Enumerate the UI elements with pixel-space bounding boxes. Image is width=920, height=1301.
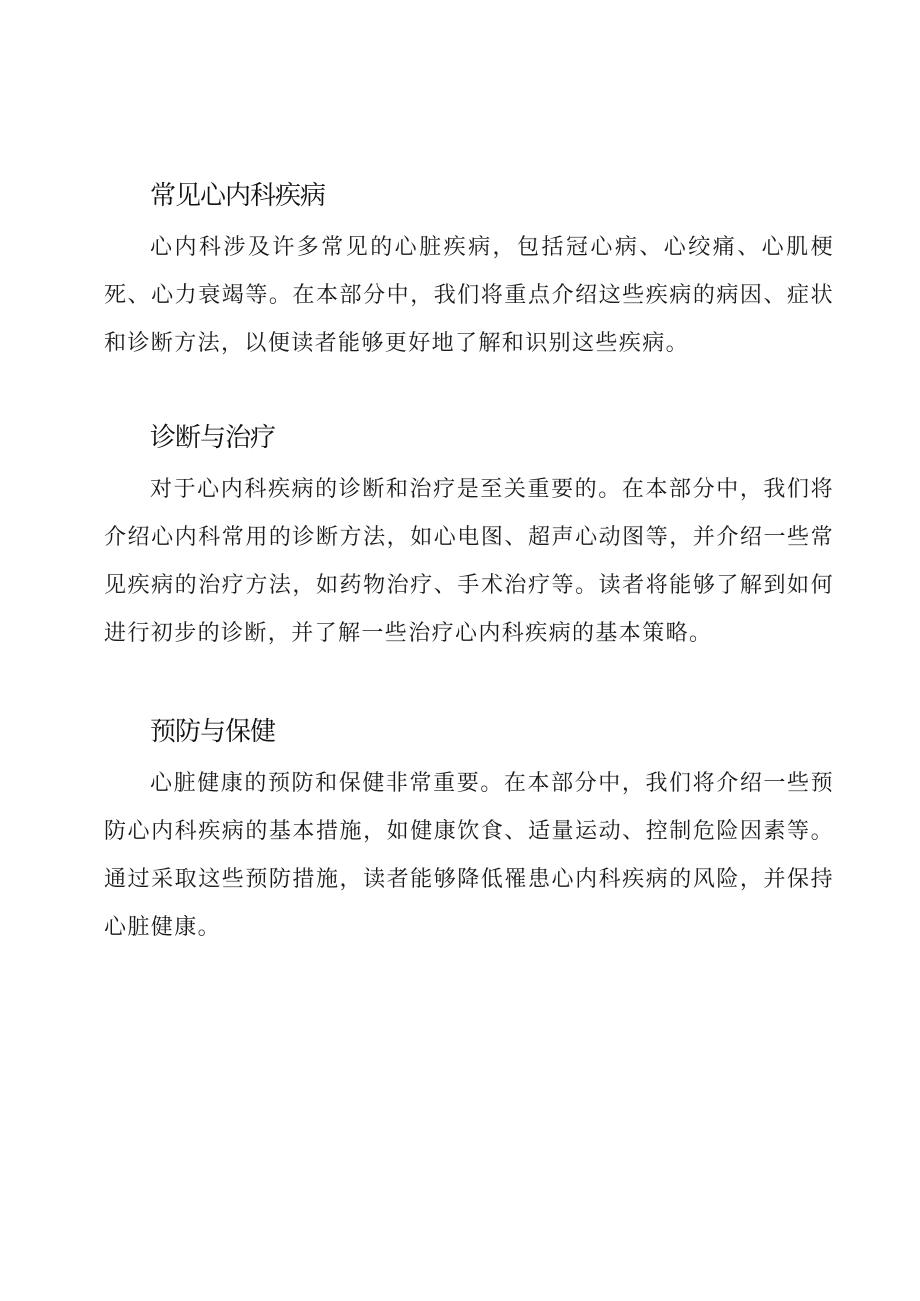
section-diagnosis-treatment — [104, 420, 834, 658]
section-heading: 常见心内科疾病 — [150, 181, 326, 211]
section-paragraph: 心内科涉及许多常见的心脏疾病，包括冠心病、心绞痛、心肌梗死、心力衰竭等。在本部分中，我们将重点介绍这些疾病的病因、症状和诊断方法，以便读者能够更好地了解和识别这些疾病。 — [104, 235, 834, 356]
section-common-diseases — [104, 178, 834, 368]
section-paragraph: 对于心内科疾病的诊断和治疗是至关重要的。在本部分中，我们将介绍心内科常用的诊断方法，如心电图、超声心动图等，并介绍一些常见疾病的治疗方法，如药物治疗、手术治疗等。读者将能够了解到如何进行初步的诊断，并了解一些治疗心内科疾病的基本策略。 — [104, 477, 834, 646]
section-heading: 预防与保健 — [150, 717, 276, 747]
section-paragraph: 心脏健康的预防和保健非常重要。在本部分中，我们将介绍一些预防心内科疾病的基本措施，如健康饮食、适量运动、控制危险因素等。通过采取这些预防措施，读者能够降低罹患心内科疾病的风险，并保持心脏健康。 — [104, 771, 834, 940]
section-prevention-care — [104, 714, 834, 952]
section-heading: 诊断与治疗 — [150, 423, 276, 453]
